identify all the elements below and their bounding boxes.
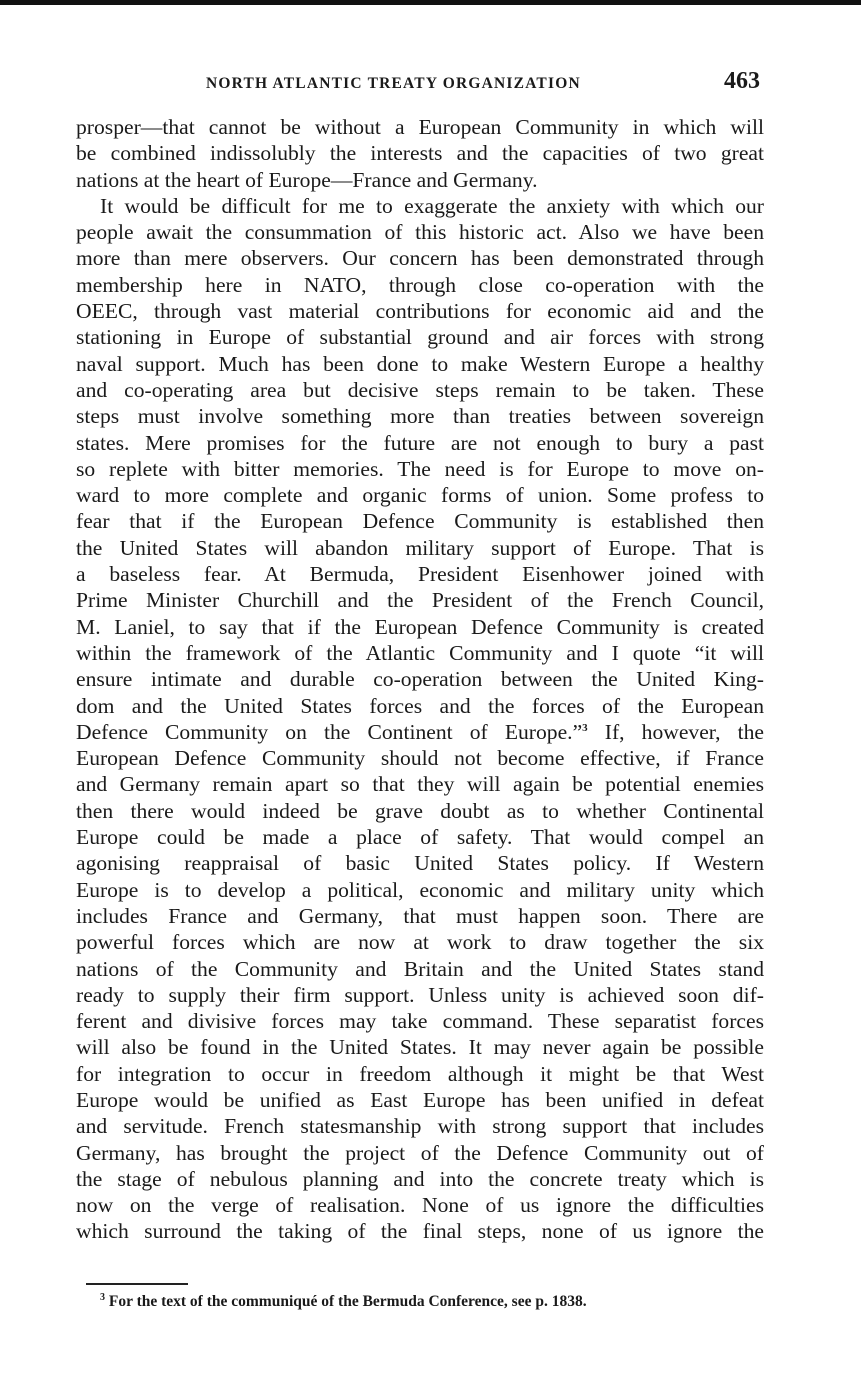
text-line: Europe could be made a place of safety. That would compel an <box>76 825 764 850</box>
text-line: Germany, has brought the project of the Defence Community out of <box>76 1140 764 1165</box>
text-line: prosper—that cannot be without a European Community in which will <box>76 115 764 139</box>
text-line: the United States will abandon military support of Europe. That is <box>76 535 764 560</box>
text-line: be combined indissolubly the interests and the capacities of two great <box>76 141 764 166</box>
footnote-number: 3 <box>100 1292 105 1303</box>
text-line: includes France and Germany, that must happen soon. There are <box>76 903 764 928</box>
text-line: dom and the United States forces and the forces of the European <box>76 693 764 718</box>
text-line: so replete with bitter memories. The need is for Europe to move on- <box>76 456 764 481</box>
text-line-footnote-ref <box>76 719 764 745</box>
text-line: now on the verge of realisation. None of us ignore the difficulties <box>76 1193 764 1218</box>
text-line: nations of the Community and Britain and the United States stand <box>76 956 764 981</box>
text-line: naval support. Much has been done to make Western Europe a healthy <box>76 351 764 376</box>
page-number: 463 <box>724 68 760 94</box>
text-line: and co-operating area but decisive steps remain to be taken. These <box>76 377 764 402</box>
text-line: more than mere observers. Our concern has been demonstrated through <box>76 246 764 271</box>
text-segment: If, however, the <box>604 719 764 744</box>
text-line: European Defence Community should not become effective, if France <box>76 746 764 771</box>
text-line: It would be difficult for me to exaggerate the anxiety with which our <box>100 193 764 218</box>
text-line: which surround the taking of the final steps, none of us ignore the <box>76 1219 764 1244</box>
footnote-rule <box>86 1283 188 1285</box>
running-title: NORTH ATLANTIC TREATY ORGANIZATION <box>206 75 581 92</box>
text-line: Europe is to develop a political, economic and military unity which <box>76 877 764 902</box>
text-segment: Defence Community on the Continent of Europe.” <box>76 719 583 744</box>
text-line: states. Mere promises for the future are not enough to bury a past <box>76 430 764 455</box>
text-line: agonising reappraisal of basic United States policy. If Western <box>76 851 764 876</box>
text-line: stationing in Europe of substantial ground and air forces with strong <box>76 325 764 350</box>
text-line: ensure intimate and durable co-operation between the United King- <box>76 667 764 692</box>
text-line: the stage of nebulous planning and into the concrete treaty which is <box>76 1166 764 1191</box>
body-text <box>76 114 764 1245</box>
text-line: Europe would be unified as East Europe has been unified in defeat <box>76 1087 764 1112</box>
text-line: and Germany remain apart so that they will again be potential enemies <box>76 772 764 797</box>
footnote <box>100 1293 587 1311</box>
text-line: then there would indeed be grave doubt as to whether Continental <box>76 798 764 823</box>
text-line: and servitude. French statesmanship with strong support that includes <box>76 1114 764 1139</box>
footnote-marker: 3 <box>582 721 588 734</box>
text-line: fear that if the European Defence Community is established then <box>76 509 764 534</box>
footnote-text: For the text of the communiqué of the Bermuda Conference, see p. 1838. <box>108 1293 587 1310</box>
text-line: will also be found in the United States. It may never again be possible <box>76 1035 764 1060</box>
paragraph-2-continued <box>76 745 764 1245</box>
text-line: for integration to occur in freedom although it might be that West <box>76 1061 764 1086</box>
text-line: ready to supply their firm support. Unless unity is achieved soon dif- <box>76 982 764 1007</box>
text-line: steps must involve something more than treaties between sovereign <box>76 404 764 429</box>
text-line: within the framework of the Atlantic Community and I quote “it will <box>76 640 764 665</box>
paragraph-2 <box>76 193 764 719</box>
text-line: ward to more complete and organic forms of union. Some profess to <box>76 483 764 508</box>
text-line: ferent and divisive forces may take command. These separatist forces <box>76 1009 764 1034</box>
page-top-edge <box>0 0 861 5</box>
running-head <box>76 68 764 102</box>
text-line: OEEC, through vast material contributions for economic aid and the <box>76 299 764 324</box>
paragraph-1 <box>76 114 764 193</box>
text-line: membership here in NATO, through close co-operation with the <box>76 272 764 297</box>
text-line: M. Laniel, to say that if the European Defence Community is created <box>76 614 764 639</box>
text-line: Prime Minister Churchill and the President of the French Council, <box>76 588 764 613</box>
text-line: powerful forces which are now at work to draw together the six <box>76 930 764 955</box>
text-line: a baseless fear. At Bermuda, President Eisenhower joined with <box>76 562 764 587</box>
text-line: nations at the heart of Europe—France and Germany. <box>76 167 538 192</box>
text-line: people await the consummation of this historic act. Also we have been <box>76 220 764 245</box>
